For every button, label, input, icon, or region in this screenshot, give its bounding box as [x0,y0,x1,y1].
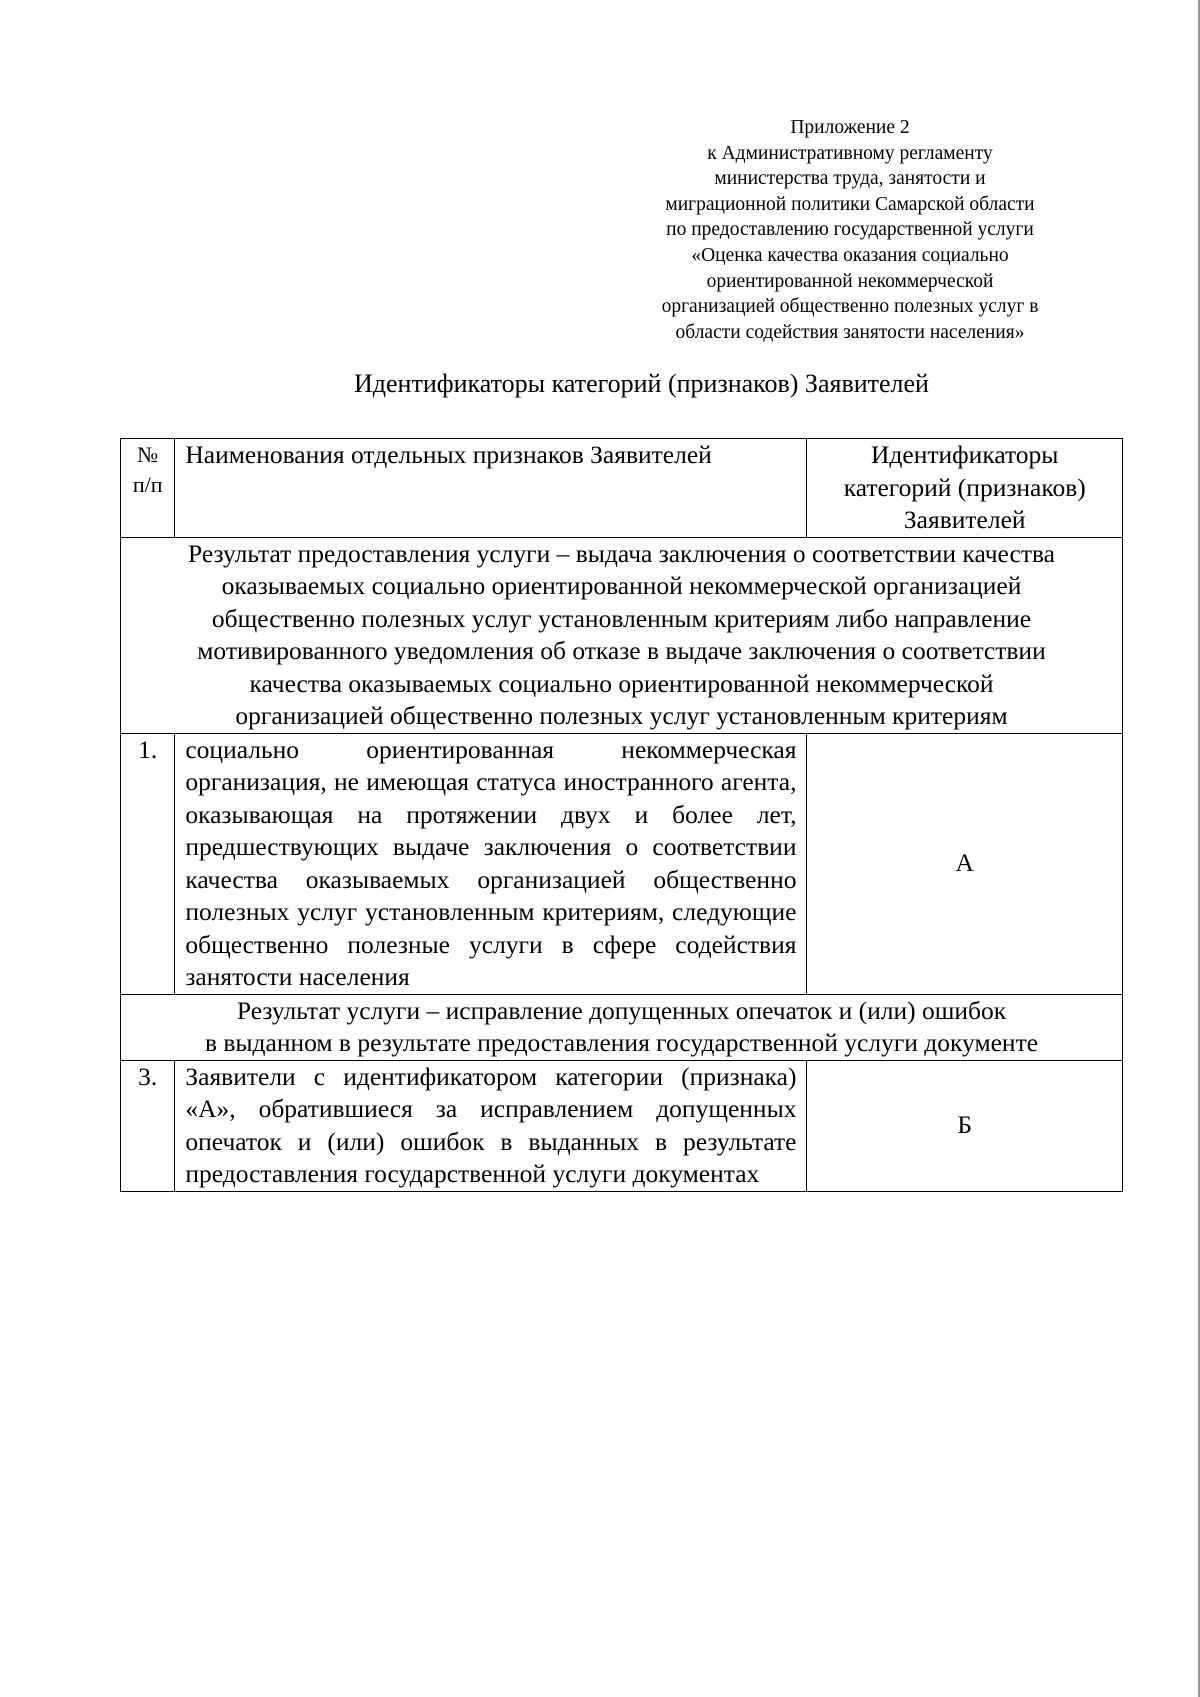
appendix-line: министерства труда, занятости и [714,168,986,190]
appendix-line: миграционной политики Самарской области [665,193,1035,215]
row-identifier: Б [807,1060,1123,1191]
section-result-line: общественно полезных услуг установленным критериям либо направление [211,603,1032,633]
appendix-line: организацией общественно полезных услуг в [661,296,1039,318]
appendix-line: по предоставлению государственной услуги [666,219,1034,241]
appendix-line: «Оценка качества оказания социально [691,244,1009,266]
section-result-row [121,537,1123,733]
section-result-line: мотивированного уведомления об отказе в выдаче заключения о соответствии [197,636,1046,665]
section-result-line: оказываемых социально ориентированной некоммерческой организацией [221,571,1022,600]
appendix-line: ориентированной некоммерческой [706,270,994,292]
row-number: 1. [121,733,175,994]
section-result-line: в выданном в результате предоставления государственной услуги документе [204,1028,1039,1057]
appendix-line: к Административному регламенту [707,142,993,164]
section-result-line: Результат услуги – исправление допущенных опечаток и (или) ошибок [236,995,1007,1025]
section-result-line: качества оказываемых социально ориентированной некоммерческой [249,668,994,698]
table-header-row [121,439,1123,538]
header-num-label: п/п [132,472,163,497]
header-id-line: категорий (признаков) [843,472,1086,502]
appendix-header [640,115,1060,345]
table-row [121,733,1123,994]
table-row [121,1060,1123,1191]
section-result-cell [121,537,1123,733]
document-title: Идентификаторы категорий (признаков) Заявителей [354,369,929,398]
header-id-line: Заявителей [903,505,1026,534]
identifiers-table [120,438,1123,1192]
row-criterion-text: социально ориентированная некоммерческая организация, не имеющая статуса иностранного агента, оказывающая на протяжении двух и более лет, предшествующих выдаче заключения о соответствии качества оказываемых организацией общественно полезных услуг установленным критериям, следующие общественно полезные услуги в сфере содействия занятости населения [175,733,807,994]
row-number: 3. [121,1060,175,1191]
header-id-cell [807,439,1123,538]
section-result-cell [121,994,1123,1060]
section-result-line: Результат предоставления услуги – выдача заключения о соответствии качества [187,538,1055,568]
header-id-line: Идентификаторы [871,440,1059,469]
row-criterion-text: Заявители с идентификатором категории (признака) «А», обратившиеся за исправлением допущенных опечаток и (или) ошибок в выданных в результате предоставления государственной услуги документах [175,1060,807,1191]
row-identifier: А [807,733,1123,994]
header-num-symbol: № [137,442,159,467]
section-result-line: организацией общественно полезных услуг установленным критериям [235,701,1008,730]
section-result-row [121,994,1123,1060]
appendix-line: Приложение 2 [790,117,910,138]
header-num-cell [121,439,175,538]
appendix-line: области содействия занятости населения» [675,321,1025,343]
header-name-cell: Наименования отдельных признаков Заявителей [175,439,807,538]
